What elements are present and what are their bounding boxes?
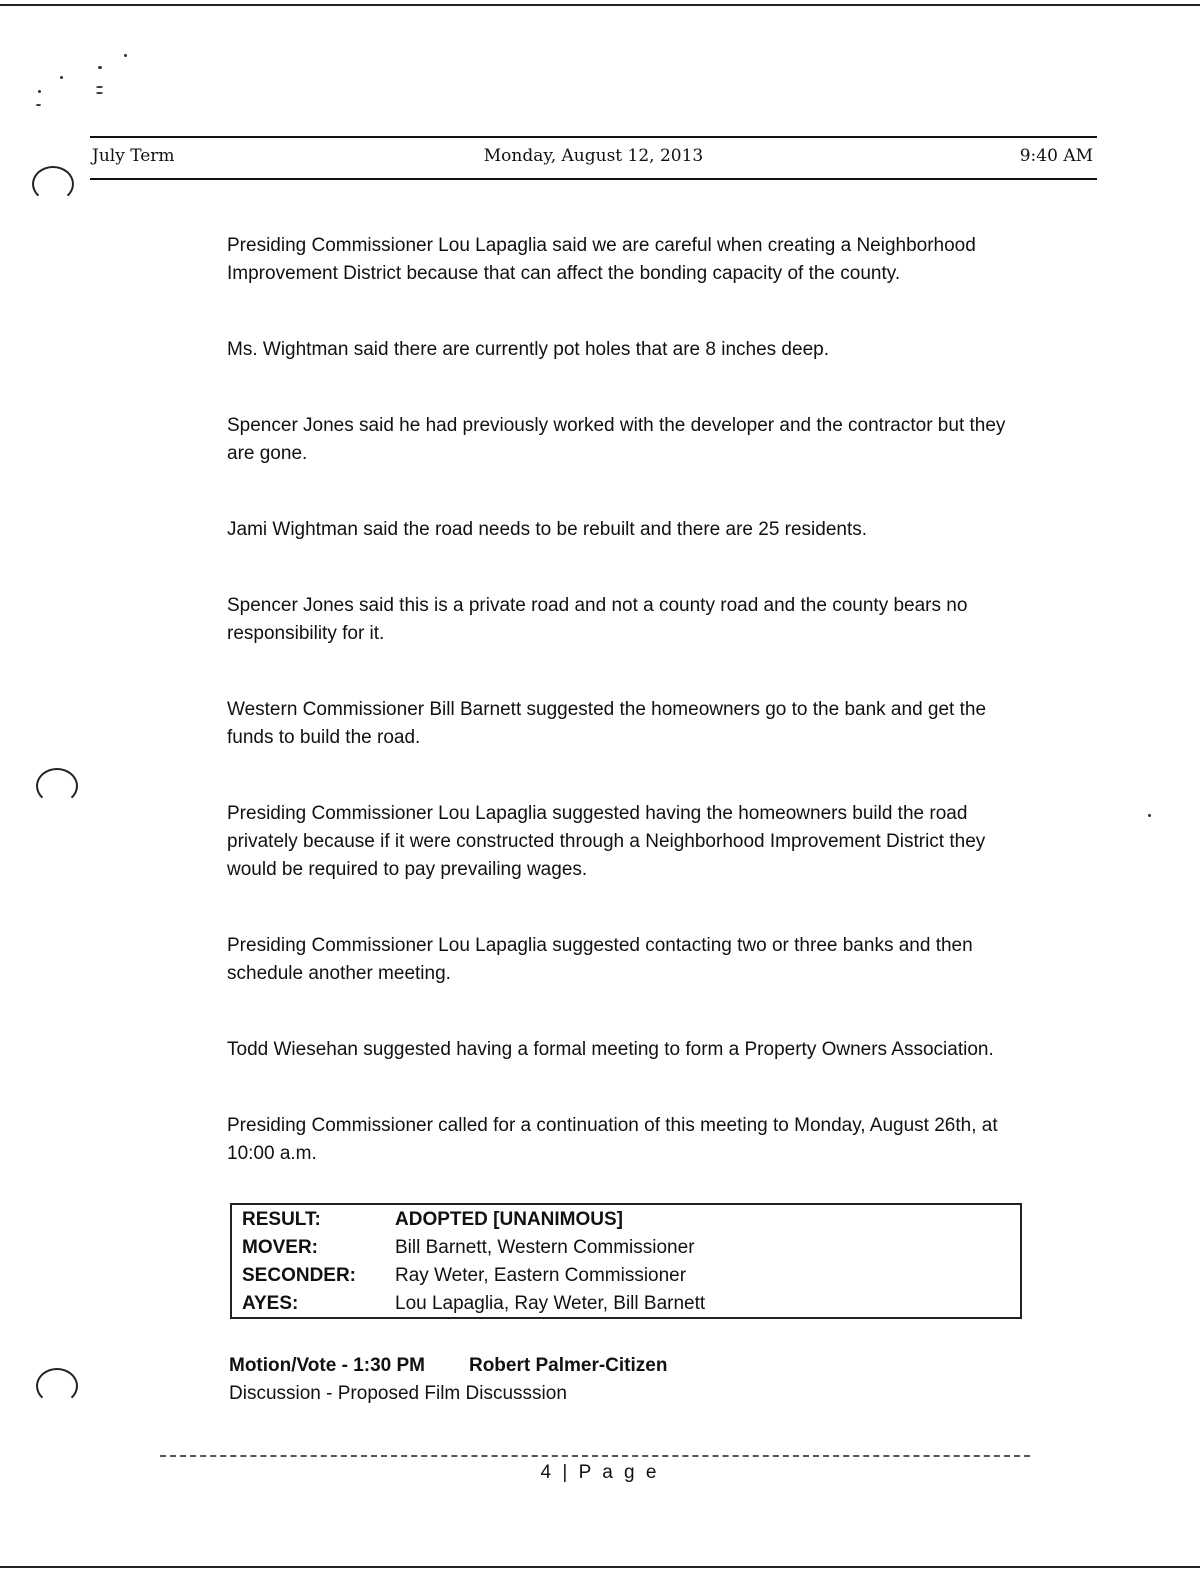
minutes-paragraph: Presiding Commissioner called for a continuation of this meeting to Monday, August 26th, at 10:00 a.m. [227, 1115, 998, 1164]
minutes-paragraph: Presiding Commissioner Lou Lapaglia suggested contacting two or three banks and then schedule another meeting. [227, 935, 973, 984]
next-motion [229, 1352, 667, 1408]
scan-edge-bottom [0, 1566, 1200, 1568]
minutes-paragraph: Spencer Jones said this is a private road and not a county road and the county bears no responsibility for it. [227, 595, 968, 644]
minutes-paragraph: Jami Wightman said the road needs to be rebuilt and there are 25 residents. [227, 519, 868, 540]
result-label: RESULT: [242, 1209, 321, 1230]
scan-speck [38, 90, 41, 93]
mover-label: MOVER: [242, 1237, 318, 1258]
binder-hole-middle [36, 768, 78, 804]
scan-speck [60, 76, 63, 79]
minutes-paragraph: Presiding Commissioner Lou Lapaglia said we are careful when creating a Neighborhood Improvement District because that can affect the bonding capacity of the county. [227, 235, 976, 284]
mover-value: Bill Barnett, Western Commissioner [395, 1237, 695, 1258]
header-rule-top [90, 136, 1097, 138]
scan-speck [96, 86, 103, 88]
minutes-paragraph: Spencer Jones said he had previously worked with the developer and the contractor but they are gone. [227, 415, 1006, 464]
footer-rule [160, 1455, 1030, 1457]
ayes-value: Lou Lapaglia, Ray Weter, Bill Barnett [395, 1293, 706, 1314]
scan-speck [36, 104, 41, 106]
minutes-paragraph: Presiding Commissioner Lou Lapaglia suggested having the homeowners build the road privately because if it were constructed through a Neighborhood Improvement District they would be required to pay prevailing wages. [227, 803, 986, 880]
motion-discussion: Discussion - Proposed Film Discusssion [229, 1383, 567, 1404]
header-term: July Term [92, 146, 175, 166]
scan-speck [1148, 814, 1151, 817]
motion-person: Robert Palmer-Citizen [468, 1355, 668, 1376]
minutes-paragraph: Western Commissioner Bill Barnett suggested the homeowners go to the bank and get the funds to build the road. [227, 699, 987, 748]
motion-heading [229, 1352, 667, 1380]
header-rule-bottom [90, 178, 1097, 180]
result-value: ADOPTED [UNANIMOUS] [395, 1209, 623, 1230]
scan-speck [98, 66, 102, 69]
scan-speck [124, 54, 127, 57]
scan-speck [96, 92, 103, 94]
page-number: 4 | P a g e [540, 1462, 660, 1483]
seconder-value: Ray Weter, Eastern Commissioner [395, 1265, 687, 1286]
page-header [90, 136, 1097, 180]
binder-hole-bottom [36, 1368, 78, 1404]
ayes-label: AYES: [242, 1293, 299, 1314]
header-time: 9:40 AM [1019, 146, 1093, 166]
minutes-paragraph: Todd Wiesehan suggested having a formal meeting to form a Property Owners Association. [227, 1039, 994, 1060]
minutes-paragraph: Ms. Wightman said there are currently pot holes that are 8 inches deep. [227, 339, 829, 360]
vote-result-table [230, 1203, 1022, 1319]
header-date: Monday, August 12, 2013 [483, 146, 704, 166]
scan-edge-top [0, 4, 1200, 6]
binder-hole-top [32, 166, 74, 202]
motion-type: Motion/Vote - 1:30 PM [229, 1355, 425, 1376]
seconder-label: SECONDER: [242, 1265, 357, 1286]
minutes-body [227, 230, 1037, 1168]
